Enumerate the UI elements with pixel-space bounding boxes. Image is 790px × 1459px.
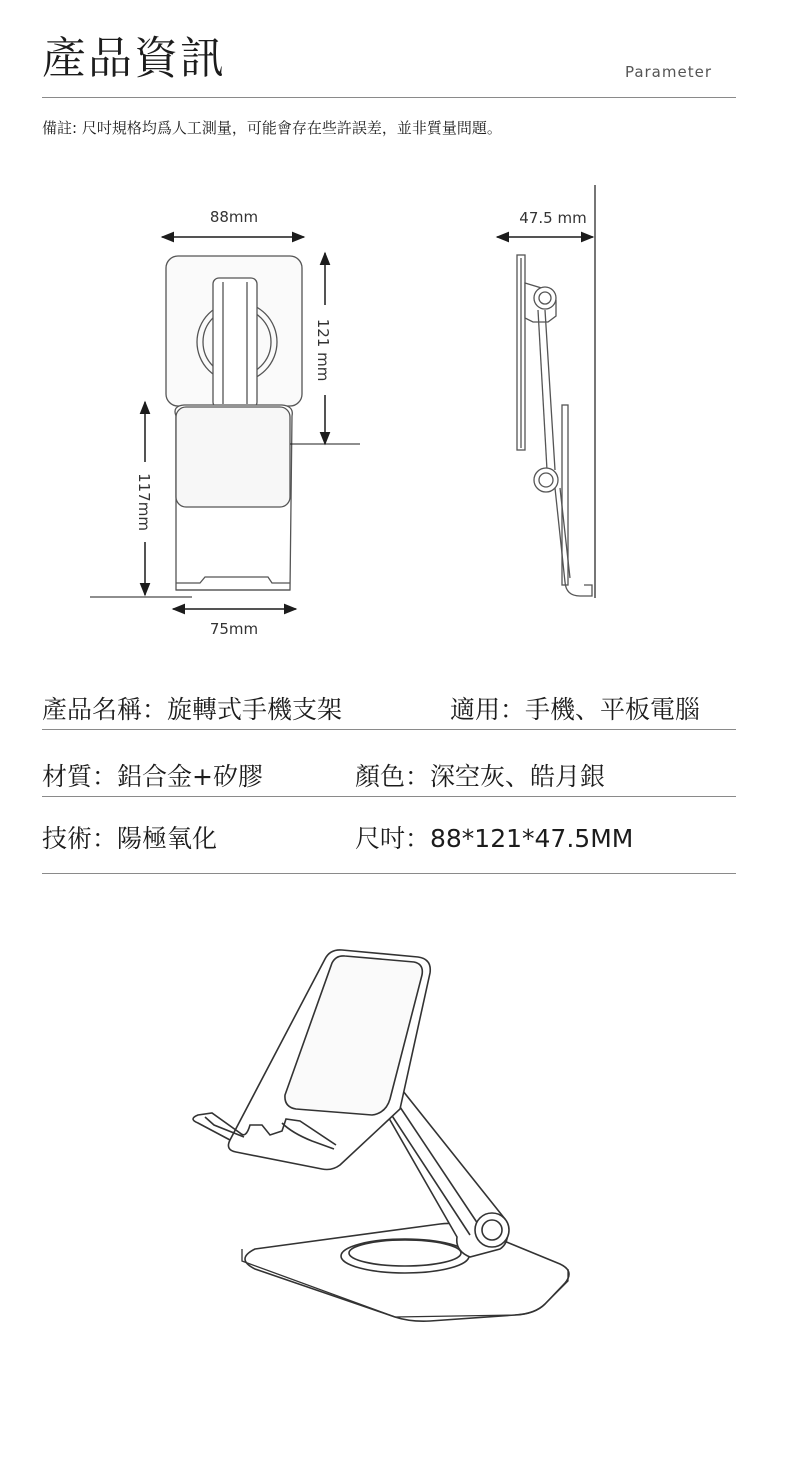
spec-compatibility: 適用：手機、平板電腦 [450, 695, 701, 724]
depth-dimension-label: 47.5 mm [519, 209, 587, 227]
spec-material: 材質：鋁合金+矽膠 [42, 762, 263, 791]
spec-divider [42, 729, 736, 730]
spec-size: 尺吋：88*121*47.5MM [355, 824, 634, 853]
lower-height-dimension-label: 117mm [135, 473, 153, 531]
page-subtitle: Parameter [624, 63, 712, 81]
spec-divider [42, 873, 736, 874]
spec-color: 顏色：深空灰、皓月銀 [355, 762, 606, 791]
side-view-drawing [517, 185, 595, 598]
base-width-dimension-label: 75mm [209, 620, 259, 638]
spec-technique: 技術：陽極氧化 [42, 824, 218, 853]
front-view-drawing [166, 256, 302, 590]
page-title: 產品資訊 [42, 33, 226, 84]
height-dimension-label: 121 mm [314, 318, 332, 382]
spec-divider [42, 796, 736, 797]
measurement-note: 備註: 尺吋規格均爲人工測量，可能會存在些許誤差，並非質量問題。 [42, 119, 502, 137]
width-dimension-label: 88mm [209, 208, 259, 226]
stand-illustration [0, 919, 790, 1459]
spec-product-name: 產品名稱：旋轉式手機支架 [42, 695, 343, 724]
dimension-diagram [0, 0, 790, 660]
